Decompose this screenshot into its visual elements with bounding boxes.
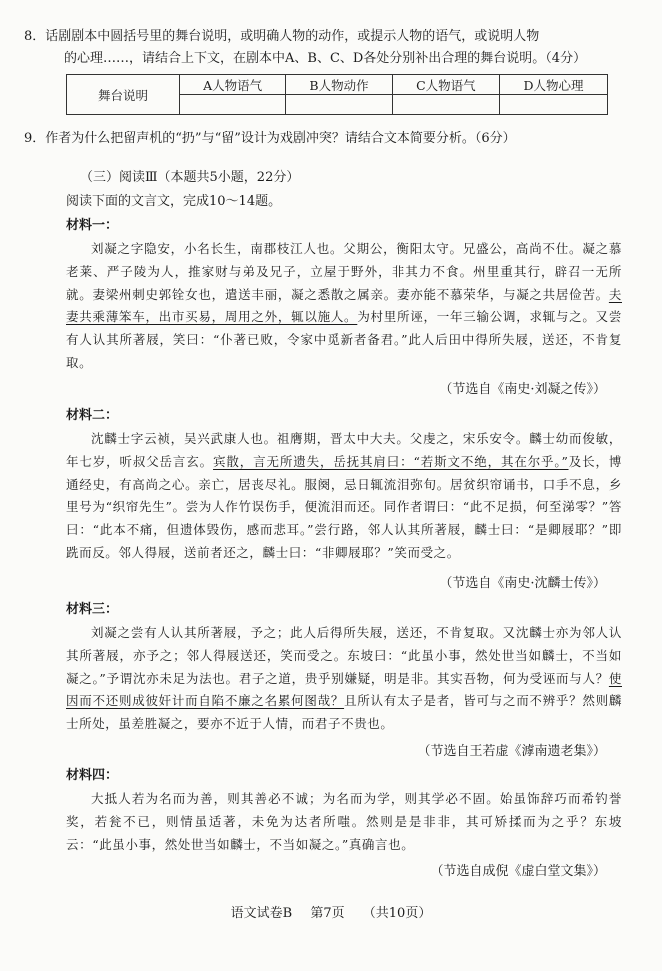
material-2-underlined-sentence: 宾散，言无所遗失，岳抚其肩曰：“若斯文不绝，其在尔乎。” (213, 453, 569, 469)
material-1-source: （节选自《南史·刘凝之传》） (439, 382, 606, 397)
material-1-text (66, 238, 622, 375)
material-3-text-part2: 且所认有太子是者，皆可与之而不辨乎？然则麟士所处，虽差胜凝之，要亦不近于人情，而君子不贵也。 (66, 693, 622, 732)
answer-cell-c (392, 95, 499, 115)
stage-direction-answer-table (66, 74, 608, 115)
footer-total-pages: （共10页） (362, 906, 432, 921)
material-3-source: （节选自王若虚《滹南遗老集》） (417, 744, 606, 759)
column-d-header: D人物心理 (499, 75, 607, 95)
material-4-source: （节选自成倪《虚白堂文集》） (430, 864, 606, 879)
material-3-text (66, 622, 622, 736)
material-1-title: 材料一： (66, 218, 119, 233)
footer-page-number: 第7页 (310, 906, 345, 921)
column-a-header: A人物语气 (180, 75, 286, 95)
stage-direction-row-header: 舞台说明 (67, 75, 180, 115)
page-footer (0, 904, 662, 924)
material-1-text-part2: 为村里所诬，一年三输公调，求辄与之。又尝有人认其所著屐，笑曰：“仆著已败，令家中觅新者备君。”此人后田中得所失屐，送还，不肯复取。 (66, 309, 622, 370)
material-2-text-part1: 沈麟士字云祯，吴兴武康人也。祖膺期，晋太中大夫。父虔之，宋乐安令。麟士幼而俊敏，年七岁，听叔父岳言玄。 (66, 431, 622, 469)
material-3-underlined-sentence: 使因而不还则成彼奸计而自陷不廉之名累何图哉？ (66, 670, 622, 709)
column-c-header: C人物语气 (392, 75, 499, 95)
material-1-text-part1: 刘凝之字隐安，小名长生，南郡枝江人也。父期公，衡阳太守。兄盛公，高尚不仕。凝之慕老莱、严子陵为人，推家财与弟及兄子，立屋于野外，非其力不食。州里重其行，辟召一无所就。妻梁州刺史郭铨女也，遣送丰丽，凝之悉散之属亲。妻亦能不慕荣华，与凝之共居俭苦。 (66, 241, 622, 302)
question-9-text: 9．作者为什么把留声机的“扔”与“留”设计为戏剧冲突？请结合文本简要分析。（6分） (24, 131, 516, 146)
material-4-title: 材料四： (66, 768, 119, 783)
column-b-header: B人物动作 (286, 75, 393, 95)
section-instructions: 阅读下面的文言文，完成10～14题。 (66, 194, 282, 209)
material-2-text (66, 428, 622, 565)
question-8-text-line2: 的心理……，请结合上下文，在剧本中A、B、C、D各处分别补出合理的舞台说明。（4分） (64, 51, 587, 66)
section-heading: （三）阅读Ⅲ（本题共5小题，22分） (80, 170, 300, 185)
question-8-text-line1: 8．话剧剧本中圆括号里的舞台说明，或明确人物的动作，或提示人物的语气，或说明人物 (24, 29, 540, 44)
material-4-text: 大抵人若为名而为善，则其善必不诚；为名而为学，则其学必不固。始虽饰辞巧而希钓誉奖，若瓮不已，则情虽适著，未免为达者所嗤。然则是是非非，其可矫揉而为之乎？东坡云：“此虽小事，然处世当如麟士，不当如凝之。”真确言也。 (66, 791, 622, 852)
answer-cell-b (286, 95, 393, 115)
material-2-source: （节选自《南史·沈麟士传》） (439, 576, 606, 591)
material-1-underlined-sentence: 夫妻共乘薄笨车，出市买易，周用之外，辄以施人。 (66, 286, 622, 325)
material-2-text-part2: 及长，博通经史，有高尚之心。亲亡，居丧尽礼。服阕，忌日辄流泪弥旬。居贫织帘诵书，口手不息，乡里号为“织帘先生”。尝为人作竹误伤手，便流泪而还。同作者谓曰：“此不足损，何至涕零？”答曰：“此本不痛，但遗体毁伤，感而悲耳。”尝行路，邻人认其所著屐，麟士曰：“是卿屐耶？”即跣而反。邻人得屐，送前者还之，麟士曰：“非卿屐耶？”笑而受之。 (66, 453, 622, 560)
material-3-title: 材料三： (66, 602, 119, 617)
answer-cell-a (180, 95, 286, 115)
material-3-text-part1: 刘凝之尝有人认其所著屐，予之；此人后得所失屐，送还，不肯复取。又沈麟士亦为邻人认其所著屐，亦予之；邻人得屐送还，笑而受之。东坡曰：“此虽小事，然处世当如麟士，不当如凝之。”予谓沈亦未足为法也。君子之道，贵乎别嫌疑，明是非。其实吾物，何为受诬而与人？ (66, 625, 622, 686)
answer-cell-d (499, 95, 607, 115)
material-2-title: 材料二： (66, 408, 119, 423)
footer-paper-name: 语文试卷B (230, 906, 293, 921)
